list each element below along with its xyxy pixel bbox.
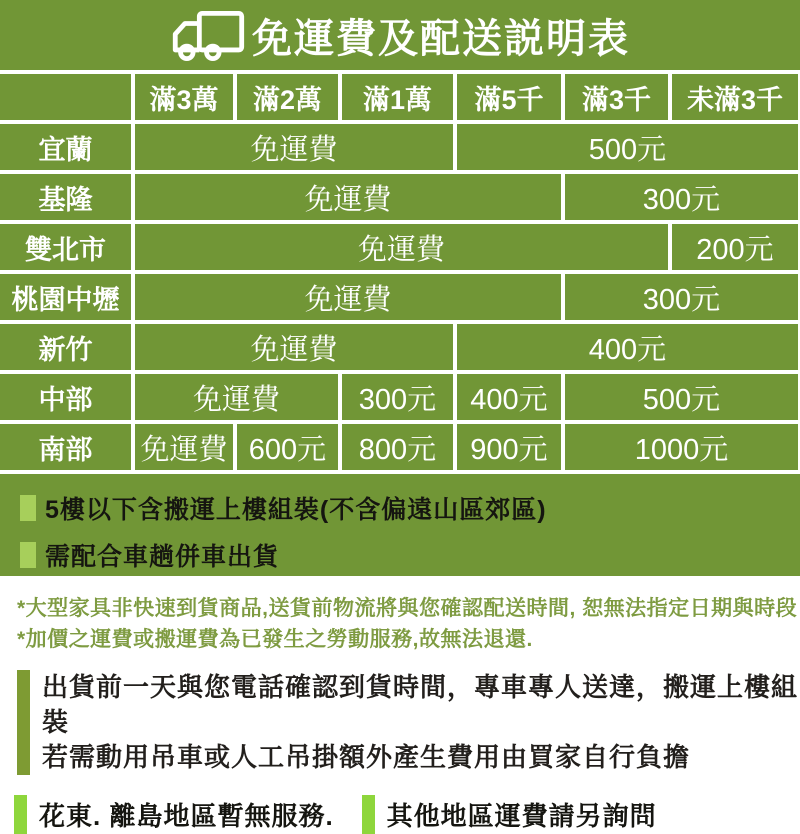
table-header-cell: 滿1萬 — [340, 72, 455, 122]
shipping-table — [0, 70, 800, 474]
delivery-info-text — [42, 670, 800, 775]
fee-cell: 免運費 — [133, 272, 563, 322]
fee-cell: 300元 — [563, 172, 800, 222]
fee-cell: 500元 — [563, 372, 800, 422]
delivery-info-block — [17, 670, 800, 775]
title-bar — [0, 0, 800, 70]
green-bullet-list — [0, 474, 800, 573]
table-row — [0, 422, 800, 472]
fee-cell: 600元 — [235, 422, 340, 472]
region-label-cell: 中部 — [0, 372, 133, 422]
table-header-cell: 滿3千 — [563, 72, 670, 122]
fee-cell: 400元 — [455, 322, 800, 372]
fee-cell: 免運費 — [133, 322, 455, 372]
region-label-cell: 宜蘭 — [0, 122, 133, 172]
fee-cell: 500元 — [455, 122, 800, 172]
bullet-text: 5樓以下含搬運上樓組裝(不含偏遠山區郊區) — [45, 496, 547, 524]
region-label-cell: 基隆 — [0, 172, 133, 222]
fee-cell: 400元 — [455, 372, 563, 422]
fee-cell: 300元 — [340, 372, 455, 422]
fee-cell: 免運費 — [133, 372, 340, 422]
truck-icon — [170, 10, 246, 62]
table-row — [0, 322, 800, 372]
fine-print-panel — [0, 593, 800, 834]
list-item — [20, 490, 800, 526]
page-title: 免運費及配送説明表 — [252, 16, 630, 61]
delivery-info-line2: 若需動用吊車或人工吊掛額外產生費用由買家自行負擔 — [42, 742, 691, 772]
fee-cell: 900元 — [455, 422, 563, 472]
fee-cell: 免運費 — [133, 422, 235, 472]
fee-cell: 800元 — [340, 422, 455, 472]
table-header-row — [0, 72, 800, 122]
region-label-cell: 桃園中壢 — [0, 272, 133, 322]
fee-cell: 免運費 — [133, 222, 670, 272]
table-row — [0, 272, 800, 322]
table-header-cell: 滿5千 — [455, 72, 563, 122]
fee-cell: 免運費 — [133, 122, 455, 172]
region-label-cell: 新竹 — [0, 322, 133, 372]
note-line: *加價之運費或搬運費為已發生之勞動服務,故無法退還. — [17, 628, 533, 651]
footer-note-text: 花東. 離島地區暫無服務. — [39, 801, 334, 831]
footer-notes — [14, 795, 800, 834]
note-line: *大型家具非快速到貨商品,送貨前物流將與您確認配送時間, 恕無法指定日期與時段 — [17, 597, 798, 620]
table-header-cell: 未滿3千 — [670, 72, 800, 122]
table-row — [0, 372, 800, 422]
asterisk-notes — [17, 593, 800, 655]
list-item — [20, 537, 800, 573]
fee-cell: 1000元 — [563, 422, 800, 472]
bullet-square-icon — [20, 542, 36, 568]
delivery-info-line1: 出貨前一天與您電話確認到貨時間，專車專人送達，搬運上樓組裝 — [42, 672, 799, 737]
region-label-cell: 南部 — [0, 422, 133, 472]
region-label-cell: 雙北市 — [0, 222, 133, 272]
table-header-cell — [0, 72, 133, 122]
bullet-text: 需配合車趟併車出貨 — [45, 543, 280, 571]
table-header-cell: 滿2萬 — [235, 72, 340, 122]
vertical-bar-icon — [17, 670, 30, 775]
table-row — [0, 222, 800, 272]
table-row — [0, 172, 800, 222]
footer-note-text: 其他地區運費請另詢問 — [386, 801, 657, 831]
fee-cell: 200元 — [670, 222, 800, 272]
bullet-square-icon — [20, 495, 36, 521]
fee-cell: 免運費 — [133, 172, 563, 222]
fee-cell: 300元 — [563, 272, 800, 322]
table-row — [0, 122, 800, 172]
vertical-bar-icon — [14, 795, 27, 834]
table-header-cell: 滿3萬 — [133, 72, 235, 122]
vertical-bar-icon — [362, 795, 375, 834]
